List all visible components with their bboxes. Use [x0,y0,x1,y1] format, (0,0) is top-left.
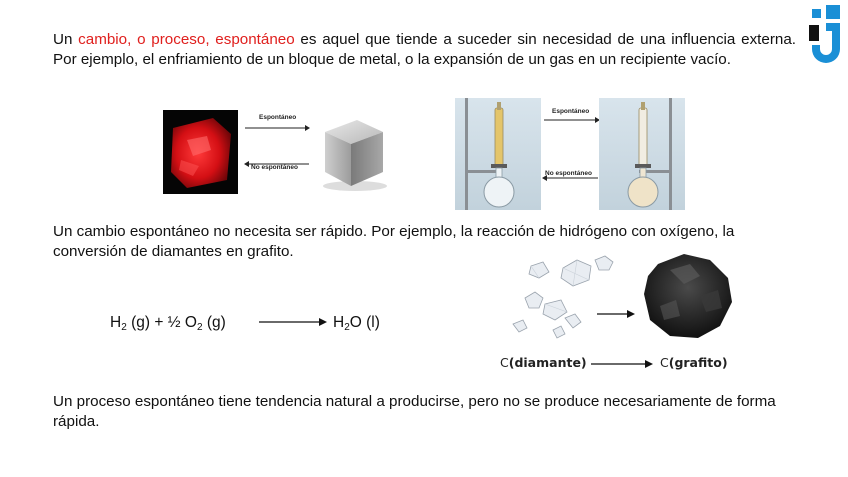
conclusion-paragraph: Un proceso espontáneo tiene tendencia natural a producirse, pero no se produce necesariamente de forma rápida. [53,393,776,430]
reaction-reactants [110,314,226,333]
highlighted-term: cambio, o proceso, espontáneo [78,31,295,48]
spontaneous-label: Espontáneo [259,114,297,121]
graphite-label [660,355,728,370]
metal-cooling-figure [163,110,418,195]
carbon-conversion-arrow [590,358,654,370]
flask-after-image [599,98,685,210]
spontaneous-label: Espontáneo [552,108,590,115]
non-spontaneous-label: No espontáneo [545,170,592,177]
reaction-arrow [258,316,328,328]
graphite-label-prefix: C [660,355,669,370]
product-symbol: H [333,314,345,331]
example-paragraph: Un cambio espontáneo no necesita ser rápido. Por ejemplo, la reacción de hidrógeno con oxígeno, la conversión de diamantes en grafito. [53,223,735,260]
diamond-label [500,355,587,370]
reaction-product [333,314,380,333]
product-subscript: 2 [344,322,350,333]
flask-before-image [455,98,541,210]
diamond-to-graphite-arrow [596,308,636,320]
oxygen-state: (g) [202,314,226,331]
intro-text: Un [53,31,79,48]
product-formula: O (l) [349,314,380,331]
graphite-image [640,250,735,342]
definition-text: es aquel que tiende a suceder sin necesidad de una influencia externa. Por ejemplo, el enfriamiento de un bloque de metal, o la expansión de un gas en un recipiente vacío. [53,31,797,68]
university-logo [808,5,844,65]
non-spontaneous-label: No espontáneo [251,164,298,171]
oxygen-subscript: 2 [196,322,203,333]
gas-expansion-figure [455,98,685,210]
diamond-label-name: (diamante) [508,355,587,370]
reactant-states: (g) + ½ O [126,314,197,331]
diamonds-image [505,246,625,346]
definition-paragraph [53,30,796,70]
graphite-label-name: (grafito) [668,355,728,370]
hydrogen-subscript: 2 [121,322,127,333]
hydrogen-symbol: H [110,314,122,331]
cool-metal-block-image [313,110,393,194]
hot-metal-block-image [163,110,238,194]
diamond-label-prefix: C [500,355,509,370]
